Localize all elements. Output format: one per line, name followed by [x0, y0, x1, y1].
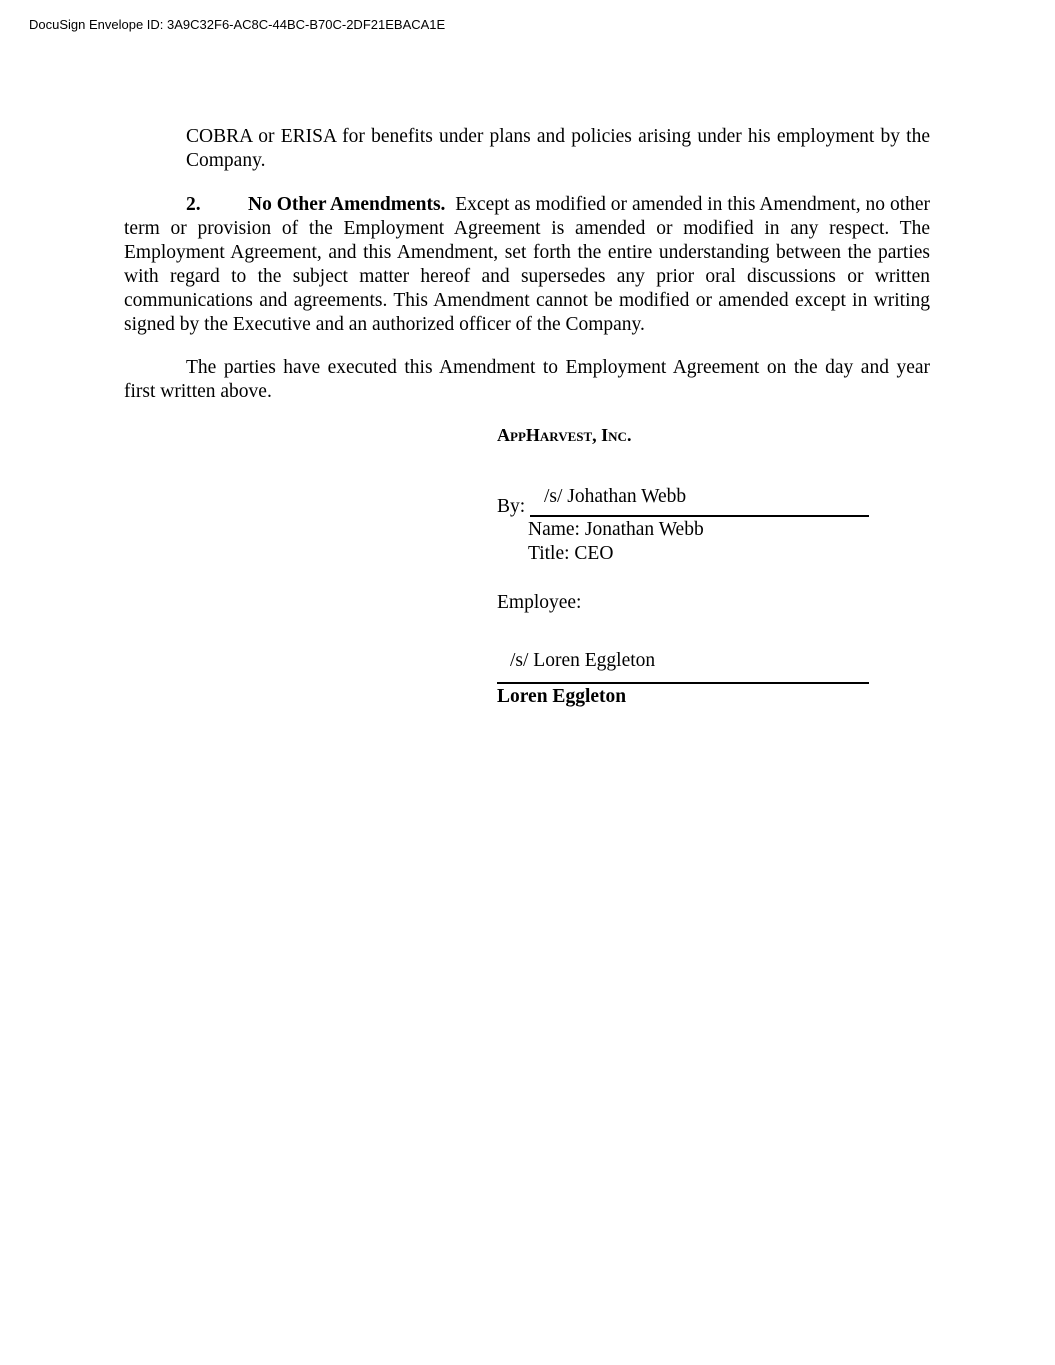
section-2-paragraph	[124, 193, 930, 337]
employee-signature: /s/ Loren Eggleton	[510, 650, 656, 671]
employee-printed-name: Loren Eggleton	[497, 686, 627, 707]
signer-title: Title: CEO	[528, 543, 614, 564]
execution-clause: The parties have executed this Amendment to Employment Agreement on the day and year first written above.	[124, 357, 930, 402]
section-number: 2.	[186, 194, 201, 215]
employee-signature-line	[497, 682, 869, 684]
employee-label: Employee:	[497, 592, 582, 613]
section-text: Except as modified or amended in this Amendment, no other term or provision of the Employment Agreement is amended or modified in any respect. The Employment Agreement, and this Amendment, set forth the entire understanding between the parties with regard to the subject matter hereof and supersedes any prior oral discussions or written communications and agreements. This Amendment cannot be modified or amended except in writing signed by the Executive and an authorized officer of the Company.	[124, 194, 931, 335]
continuation-paragraph: COBRA or ERISA for benefits under plans and policies arising under his employment by the Company.	[186, 126, 930, 171]
company-signature-line	[530, 515, 869, 517]
envelope-id: DocuSign Envelope ID: 3A9C32F6-AC8C-44BC-B70C-2DF21EBACA1E	[29, 17, 446, 32]
company-signature: /s/ Johathan Webb	[544, 486, 687, 507]
company-name: AppHarvest, Inc.	[497, 425, 632, 445]
by-label: By:	[497, 496, 526, 517]
section-title: No Other Amendments.	[248, 194, 446, 215]
signer-name: Name: Jonathan Webb	[528, 519, 704, 540]
